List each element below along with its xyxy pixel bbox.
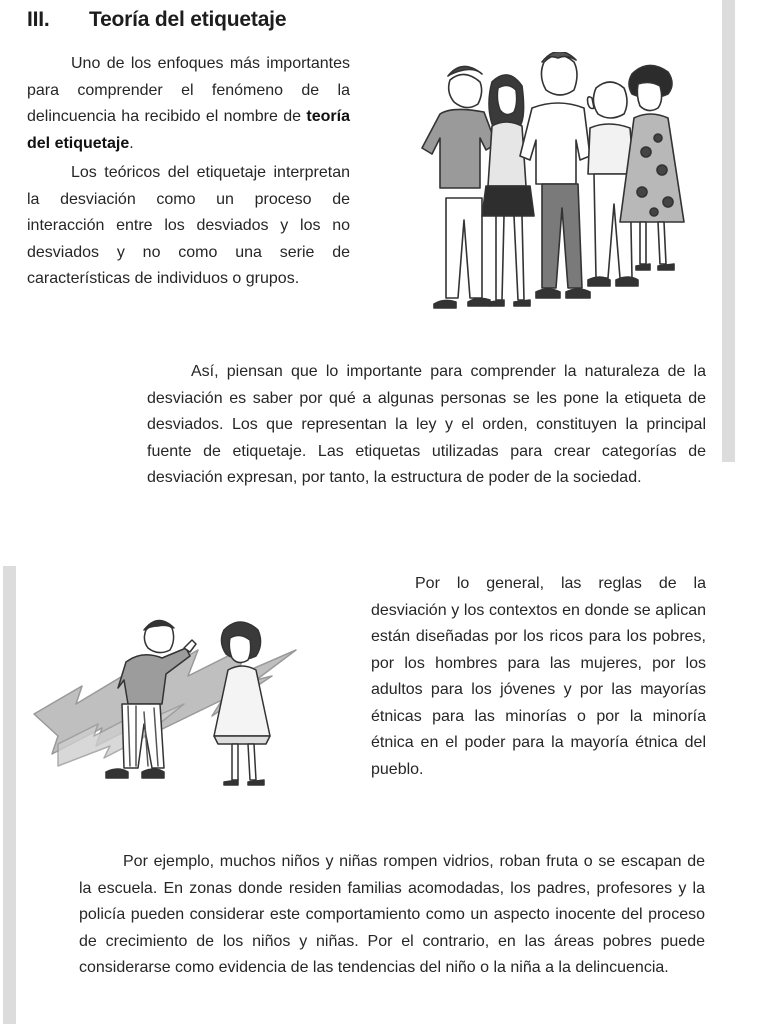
decorative-side-bar-right xyxy=(722,0,735,462)
person-figure xyxy=(520,52,590,298)
paragraph-theorists-text: Los teóricos del etiquetaje interpretan la desviación como un proceso de interacción entre los desviados y los no desviados y no como una serie de características de individuos o grupos. xyxy=(27,164,350,287)
section-title: Teoría del etiquetaje xyxy=(89,8,287,31)
paragraph-labels-text: Así, piensan que lo importante para comprender la naturaleza de la desviación es saber por qué a algunas personas se les pone la etiqueta de desviados. Los que representan la ley y el orden, constituyen la principal fuente de etiquetaje. Las etiquetas utilizadas para crear categorías de desviación expresan, por tanto, la estructura de poder de la sociedad. xyxy=(147,363,706,486)
paragraph-rules xyxy=(371,571,706,783)
decorative-side-bar-left xyxy=(3,566,16,1024)
paragraph-intro-text: Uno de los enfoques más importantes para comprender el fenómeno de la delincuencia ha recibido el nombre de xyxy=(27,55,350,125)
girl-figure xyxy=(214,622,270,785)
section-heading xyxy=(27,8,286,32)
paragraph-intro-end: . xyxy=(129,134,134,152)
paragraph-labels xyxy=(147,359,706,492)
paragraph-rules-text: Por lo general, las reglas de la desviación y los contextos en donde se aplican están diseñadas por los ricos para los pobres, por los hombres para las mujeres, por los adultos para los jóvenes y por las mayorías étnicas para las minorías o por la minoría étnica en el poder para la mayoría étnica del pueblo. xyxy=(371,575,706,778)
key-term: teoría del etiquetaje xyxy=(27,108,350,152)
paragraph-theorists xyxy=(27,160,350,293)
group-of-people-illustration xyxy=(410,52,700,330)
children-argument-illustration xyxy=(28,612,358,802)
paragraph-example xyxy=(79,849,705,982)
section-number: III. xyxy=(27,8,50,31)
person-figure xyxy=(422,66,496,308)
paragraph-example-text: Por ejemplo, muchos niños y niñas rompen vidrios, roban fruta o se escapan de la escuela. En zonas donde residen familias acomodadas, los padres, profesores y la policía pueden considerar este comportamiento como un aspecto inocente del proceso de crecimiento de los niños y niñas. Por el contrario, en las áreas pobres puede considerarse como evidencia de las tendencias del niño o la niña a la delincuencia. xyxy=(79,853,705,976)
person-figure xyxy=(482,75,534,306)
paragraph-intro xyxy=(27,51,350,157)
